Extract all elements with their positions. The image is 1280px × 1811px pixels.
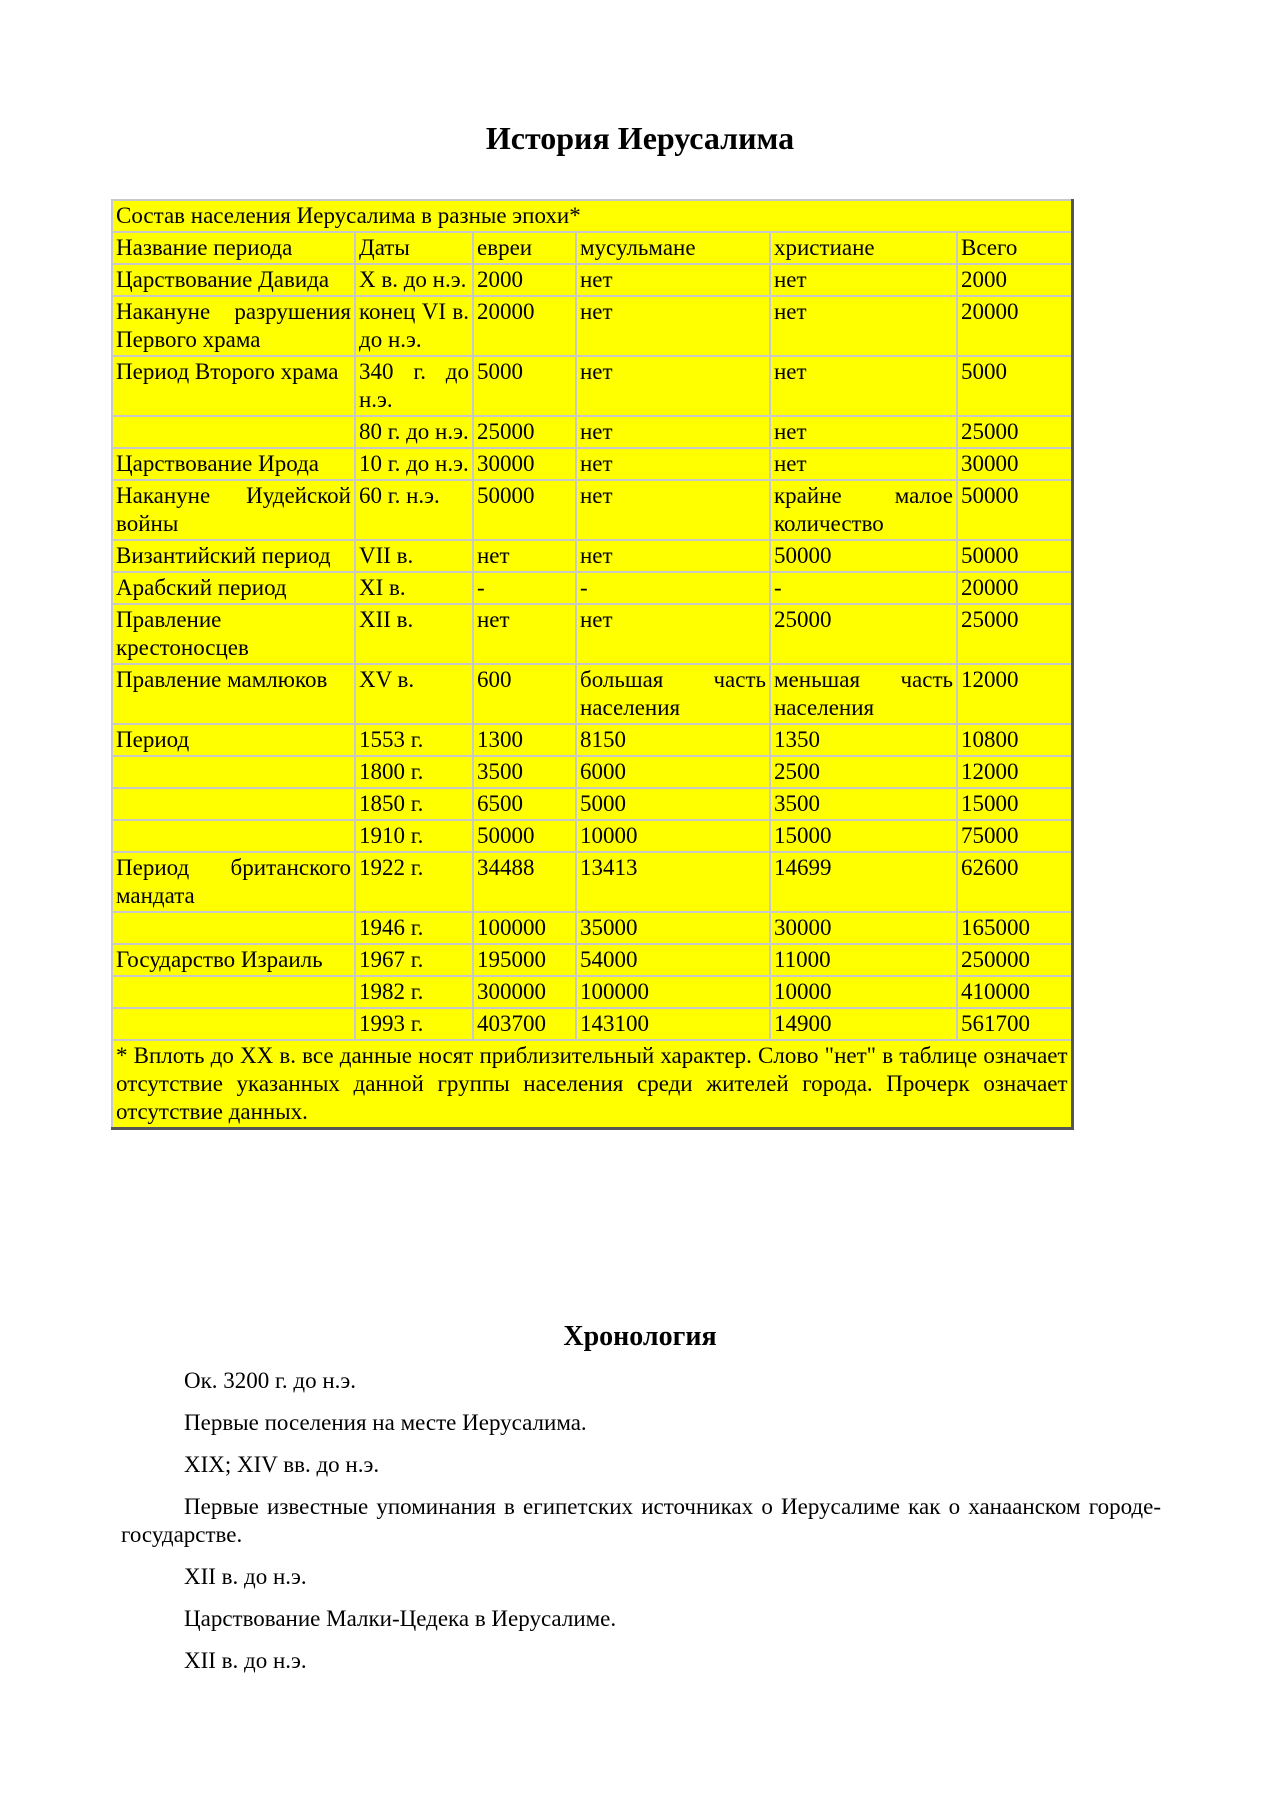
table-row [112,820,1072,852]
table-row [112,356,1072,416]
cell-total: 561700 [957,1008,1072,1040]
table-row [112,756,1072,788]
cell-period: Царствование Давида [112,264,355,296]
cell-total: 75000 [957,820,1072,852]
chronology-event: Царствование Малки-Цедека в Иерусалиме. [184,1606,617,1631]
chronology-date: XII в. до н.э. [184,1564,307,1589]
page-title: История Иерусалима [485,120,795,156]
table-row [112,1008,1072,1040]
cell-period: Накануне разрушения Первого храма [112,296,355,356]
cell-jews: 3500 [473,756,576,788]
cell-period: Правление крестоносцев [112,604,355,664]
cell-christians: 14900 [770,1008,957,1040]
table-caption-row [112,200,1072,232]
cell-period [112,788,355,820]
cell-christians: 15000 [770,820,957,852]
cell-muslims: 6000 [576,756,770,788]
cell-christians: нет [770,264,957,296]
cell-date: XV в. [355,664,473,724]
table-row [112,852,1072,912]
cell-christians: нет [770,356,957,416]
cell-period: Царствование Ирода [112,448,355,480]
cell-christians: 14699 [770,852,957,912]
cell-jews: 403700 [473,1008,576,1040]
cell-muslims: нет [576,356,770,416]
cell-total: 15000 [957,788,1072,820]
cell-muslims: 100000 [576,976,770,1008]
cell-jews: 20000 [473,296,576,356]
cell-period: Накануне Иудейской войны [112,480,355,540]
cell-muslims: 5000 [576,788,770,820]
cell-date: 1553 г. [355,724,473,756]
cell-jews: 6500 [473,788,576,820]
cell-jews: нет [473,540,576,572]
cell-total: 410000 [957,976,1072,1008]
cell-total: 2000 [957,264,1072,296]
cell-muslims: 35000 [576,912,770,944]
cell-period: Правление мамлюков [112,664,355,724]
cell-christians: 1350 [770,724,957,756]
table-footnote: * Вплоть до XX в. все данные носят приблизительный характер. Слово "нет" в таблице означает отсутствие указанных данной группы населения среди жителей города. Прочерк означает отсутствие данных. [112,1040,1072,1129]
cell-date: 1922 г. [355,852,473,912]
cell-christians: 11000 [770,944,957,976]
cell-muslims: - [576,572,770,604]
cell-jews: 30000 [473,448,576,480]
cell-period: Период Второго храма [112,356,355,416]
cell-total: 12000 [957,756,1072,788]
table-row [112,572,1072,604]
cell-period [112,1008,355,1040]
table-row [112,448,1072,480]
cell-period: Период [112,724,355,756]
chronology-event: Первые поселения на месте Иерусалима. [184,1410,587,1435]
table-row [112,912,1072,944]
chronology-list [121,1367,1161,1689]
table-footnote-row [112,1040,1072,1129]
cell-period [112,756,355,788]
cell-period: Период британского мандата [112,852,355,912]
header-period: Название периода [112,232,355,264]
cell-jews: 50000 [473,820,576,852]
cell-jews: 100000 [473,912,576,944]
header-jews: евреи [473,232,576,264]
cell-date: 1993 г. [355,1008,473,1040]
cell-christians: 3500 [770,788,957,820]
cell-muslims: 10000 [576,820,770,852]
chronology-date: XII в. до н.э. [184,1648,307,1673]
table-row [112,724,1072,756]
cell-muslims: нет [576,448,770,480]
cell-date: конец VI в. до н.э. [355,296,473,356]
cell-muslims: 54000 [576,944,770,976]
cell-total: 62600 [957,852,1072,912]
cell-total: 10800 [957,724,1072,756]
cell-date: XI в. [355,572,473,604]
cell-jews: 1300 [473,724,576,756]
table-caption: Состав населения Иерусалима в разные эпохи* [112,200,1072,232]
cell-muslims: большая часть населения [576,664,770,724]
header-total: Всего [957,232,1072,264]
cell-christians: нет [770,416,957,448]
table-row [112,480,1072,540]
cell-total: 12000 [957,664,1072,724]
cell-jews: - [473,572,576,604]
cell-date: 1800 г. [355,756,473,788]
cell-date: 60 г. н.э. [355,480,473,540]
cell-date: XII в. [355,604,473,664]
cell-period [112,976,355,1008]
chronology-title: Хронология [563,1321,717,1352]
cell-total: 50000 [957,540,1072,572]
cell-date: X в. до н.э. [355,264,473,296]
cell-jews: 25000 [473,416,576,448]
table-row [112,788,1072,820]
cell-date: 10 г. до н.э. [355,448,473,480]
table-row [112,416,1072,448]
cell-muslims: нет [576,604,770,664]
cell-jews: 300000 [473,976,576,1008]
cell-muslims: 8150 [576,724,770,756]
cell-muslims: нет [576,480,770,540]
table-row [112,944,1072,976]
cell-christians: 10000 [770,976,957,1008]
header-christians: христиане [770,232,957,264]
cell-date: 1850 г. [355,788,473,820]
header-dates: Даты [355,232,473,264]
cell-period: Византийский период [112,540,355,572]
table-row [112,664,1072,724]
table-row [112,976,1072,1008]
cell-jews: 195000 [473,944,576,976]
table-header-row [112,232,1072,264]
cell-christians: 50000 [770,540,957,572]
cell-total: 30000 [957,448,1072,480]
table-row [112,296,1072,356]
cell-total: 250000 [957,944,1072,976]
cell-christians: крайне малое количество [770,480,957,540]
chronology-date: Ок. 3200 г. до н.э. [184,1368,357,1393]
cell-total: 20000 [957,572,1072,604]
header-muslims: мусульмане [576,232,770,264]
cell-total: 5000 [957,356,1072,416]
table-row [112,264,1072,296]
cell-christians: - [770,572,957,604]
cell-date: 1967 г. [355,944,473,976]
cell-christians: 2500 [770,756,957,788]
cell-date: 1982 г. [355,976,473,1008]
cell-period [112,912,355,944]
population-table [111,199,1074,1130]
cell-jews: 5000 [473,356,576,416]
cell-christians: 25000 [770,604,957,664]
cell-muslims: нет [576,540,770,572]
cell-total: 165000 [957,912,1072,944]
cell-total: 25000 [957,416,1072,448]
table-row [112,540,1072,572]
cell-jews: нет [473,604,576,664]
cell-date: 340 г. до н.э. [355,356,473,416]
cell-muslims: 13413 [576,852,770,912]
cell-christians: нет [770,448,957,480]
cell-period: Государство Израиль [112,944,355,976]
cell-muslims: нет [576,264,770,296]
cell-jews: 600 [473,664,576,724]
cell-muslims: нет [576,296,770,356]
chronology-event: Первые известные упоминания в египетских источниках о Иерусалиме как о ханаанском городе-государстве. [121,1494,1161,1547]
cell-jews: 2000 [473,264,576,296]
cell-muslims: нет [576,416,770,448]
cell-total: 25000 [957,604,1072,664]
cell-date: 1946 г. [355,912,473,944]
cell-christians: меньшая часть населения [770,664,957,724]
table-row [112,604,1072,664]
cell-period [112,820,355,852]
cell-total: 20000 [957,296,1072,356]
cell-muslims: 143100 [576,1008,770,1040]
cell-period: Арабский период [112,572,355,604]
cell-jews: 34488 [473,852,576,912]
cell-christians: нет [770,296,957,356]
cell-christians: 30000 [770,912,957,944]
cell-date: 1910 г. [355,820,473,852]
cell-total: 50000 [957,480,1072,540]
cell-jews: 50000 [473,480,576,540]
cell-period [112,416,355,448]
chronology-date: XIX; XIV вв. до н.э. [184,1452,380,1477]
cell-date: VII в. [355,540,473,572]
cell-date: 80 г. до н.э. [355,416,473,448]
